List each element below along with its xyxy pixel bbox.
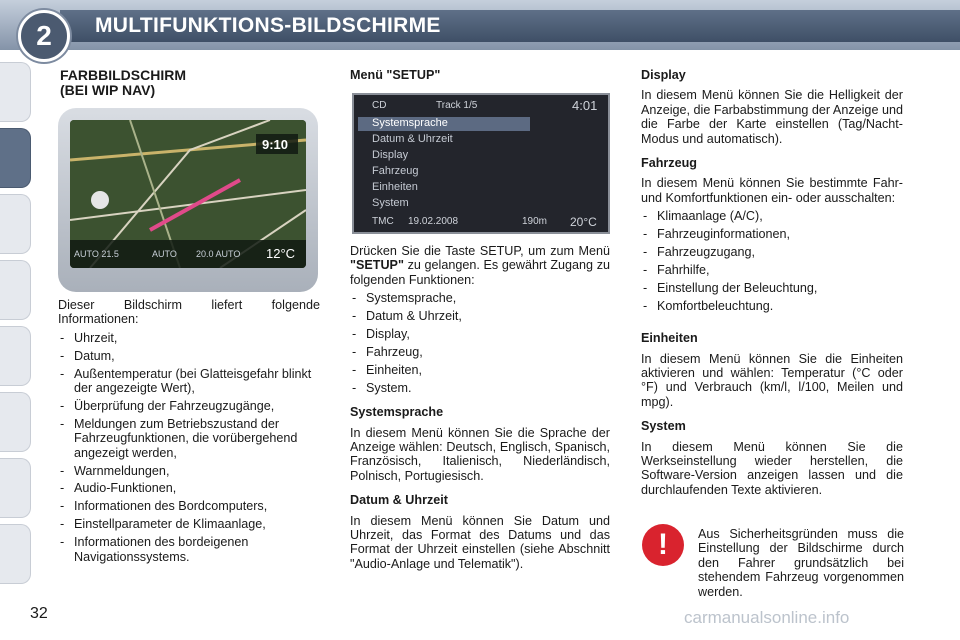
chapter-tab-5[interactable] xyxy=(0,326,31,386)
setup-source: CD xyxy=(372,100,387,111)
list-item: - Audio-Funktionen, xyxy=(58,481,320,495)
setup-intro-part2: zu gelangen. Es gewährt Zugang zu folgenden Funktionen: xyxy=(350,258,610,287)
setup-intro xyxy=(350,244,610,287)
chapter-side-tabs xyxy=(0,62,36,590)
middle-text-block xyxy=(350,244,610,571)
setup-screen-footer xyxy=(354,213,608,231)
warning-exclamation-icon: ! xyxy=(642,524,684,566)
nav-temp-mid: 20.0 AUTO xyxy=(196,249,241,259)
setup-menu-item[interactable]: Systemsprache xyxy=(372,117,448,129)
list-item: - Fahrzeuginformationen, xyxy=(641,227,903,241)
list-item: - Außentemperatur (bei Glatteisgefahr blinkt der angezeigte Wert), xyxy=(58,367,320,396)
einheiten-text: In diesem Menü können Sie die Einheiten aktivieren und wählen: Temperatur (°C oder °F) und Verbrauch (km/l, l/100, Meilen und mpg). xyxy=(641,351,903,409)
list-item: - Einstellparameter de Klimaanlage, xyxy=(58,517,320,531)
setup-intro-part1: Drücken Sie die Taste SETUP, um zum Menü xyxy=(350,244,610,258)
chapter-tab-4[interactable] xyxy=(0,260,31,320)
list-item: - Display, xyxy=(350,327,610,341)
warning-text: Aus Sicherheitsgründen muss die Einstellung der Bildschirme durch den Fahrer grundsätzlich bei stehendem Fahrzeug vorgenommen werden. xyxy=(698,527,904,599)
fahrzeug-heading: Fahrzeug xyxy=(641,156,697,171)
page-number: 32 xyxy=(30,605,48,622)
chapter-tab-3[interactable] xyxy=(0,194,31,254)
nav-climate-mode: AUTO xyxy=(152,249,177,259)
watermark-text: carmanualsonline.info xyxy=(684,608,850,627)
list-item: - Informationen des Bordcomputers, xyxy=(58,499,320,513)
list-item: - Klimaanlage (A/C), xyxy=(641,209,903,223)
setup-temperature: 20°C xyxy=(570,215,597,229)
setup-screen-photo xyxy=(352,93,610,234)
left-info-list xyxy=(58,331,320,564)
setup-menu-item[interactable]: Display xyxy=(372,149,409,161)
setup-date: 19.02.2008 xyxy=(408,216,459,227)
list-item: - Fahrzeugzugang, xyxy=(641,245,903,259)
left-text-block xyxy=(58,298,320,568)
nav-clock: 9:10 xyxy=(262,137,289,152)
setup-clock: 4:01 xyxy=(572,98,598,113)
list-item: - Warnmeldungen, xyxy=(58,464,320,478)
setup-menu-item[interactable]: Fahrzeug xyxy=(372,165,419,177)
chapter-tab-6[interactable] xyxy=(0,392,31,452)
warning-note xyxy=(698,527,904,599)
setup-menu-item[interactable]: System xyxy=(372,197,409,209)
left-intro: Dieser Bildschirm liefert folgende Informationen: xyxy=(58,298,320,327)
list-item: - Fahrzeug, xyxy=(350,345,610,359)
list-item: - Uhrzeit, xyxy=(58,331,320,345)
nav-outside-temp: 12°C xyxy=(266,246,296,261)
setup-tmc: TMC xyxy=(372,216,394,227)
systemsprache-text: In diesem Menü können Sie die Sprache der Anzeige wählen: Deutsch, Englisch, Spanisch, Französisch, Italienisch, Niederländisch, Polnisch, Portugiesisch. xyxy=(350,425,610,483)
display-heading: Display xyxy=(641,68,686,82)
display-text: In diesem Menü können Sie die Helligkeit der Anzeige, die Farbabstimmung der Anzeige und die Farbe der Karte einstellen (Tag/Nacht-Modus und automatisch). xyxy=(641,88,903,146)
list-item: - Fahrhilfe, xyxy=(641,263,903,277)
page-header xyxy=(0,0,960,50)
datum-text: In diesem Menü können Sie Datum und Uhrzeit, das Format des Datums und das Format der Uhrzeit einstellen (siehe Abschnitt "Audio-Anlage und Telematik"). xyxy=(350,513,610,571)
chapter-tab-7[interactable] xyxy=(0,458,31,518)
einheiten-heading: Einheiten xyxy=(641,331,698,346)
fahrzeug-text: In diesem Menü können Sie bestimmte Fahr- und Komfortfunktionen ein- oder ausschalten: xyxy=(641,176,903,205)
list-item: - Einstellung der Beleuchtung, xyxy=(641,281,903,295)
chapter-tab-1[interactable] xyxy=(0,62,31,122)
setup-track: Track 1/5 xyxy=(436,100,478,111)
systemsprache-heading: Systemsprache xyxy=(350,405,444,420)
list-item: - Informationen des bordeigenen Navigationssystems. xyxy=(58,535,320,564)
navigation-map xyxy=(70,120,306,268)
chapter-title: MULTIFUNKTIONS-BILDSCHIRME xyxy=(95,14,441,37)
list-item: - Überprüfung der Fahrzeugzugänge, xyxy=(58,399,320,413)
navigation-screen-photo xyxy=(58,108,318,292)
right-text-block xyxy=(641,68,903,497)
system-heading: System xyxy=(641,419,686,434)
setup-menu-item[interactable]: Einheiten xyxy=(372,181,418,193)
list-item: - System. xyxy=(350,381,610,395)
setup-menu-item[interactable]: Datum & Uhrzeit xyxy=(372,133,453,145)
system-text: In diesem Menü können Sie die Werkseinstellung wieder herstellen, die Software-Version anzeigen lassen und die durchlaufenden Texte aktivieren. xyxy=(641,439,903,497)
middle-title-block xyxy=(350,68,610,88)
section-title-line1: FARBBILDSCHIRM xyxy=(60,67,186,83)
fahrzeug-list xyxy=(641,209,903,313)
list-item: - Einheiten, xyxy=(350,363,610,377)
list-item: - Meldungen zum Betriebszustand der Fahrzeugfunktionen, die vorübergehend angezeigt werden, xyxy=(58,417,320,460)
section-title-line2: (BEI WIP NAV) xyxy=(60,82,156,98)
setup-altitude: 190m xyxy=(522,216,548,227)
chapter-tab-8[interactable] xyxy=(0,524,31,584)
datum-heading: Datum & Uhrzeit xyxy=(350,493,448,508)
setup-screen-topbar xyxy=(354,97,608,115)
list-item: - Datum, xyxy=(58,349,320,363)
nav-temp-left: AUTO 21.5 xyxy=(74,249,119,259)
list-item: - Komfortbeleuchtung. xyxy=(641,299,903,313)
chapter-tab-2-active[interactable] xyxy=(0,128,31,188)
list-item: - Systemsprache, xyxy=(350,291,610,305)
left-title-block xyxy=(60,68,320,98)
setup-function-list xyxy=(350,291,610,395)
setup-menu-title: Menü "SETUP" xyxy=(350,68,441,82)
chapter-number-badge: 2 xyxy=(18,10,70,62)
setup-intro-bold: "SETUP" xyxy=(350,258,404,273)
list-item: - Datum & Uhrzeit, xyxy=(350,309,610,323)
